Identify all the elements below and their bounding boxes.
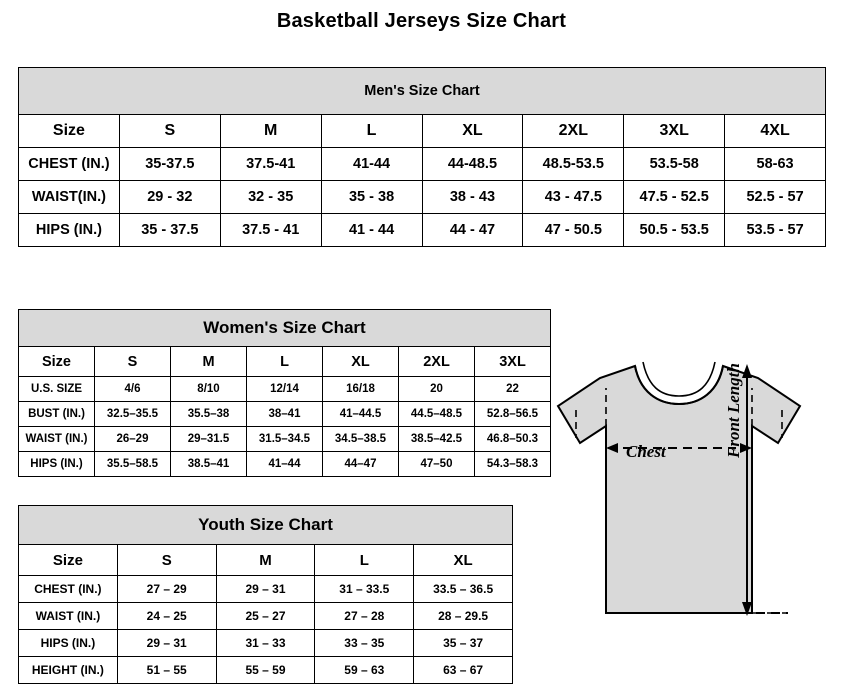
table-row bbox=[19, 148, 826, 181]
cell-waist-s: 29 - 32 bbox=[119, 181, 220, 214]
cell-hips-4xl: 53.5 - 57 bbox=[725, 214, 826, 247]
front-length-label: Front Length bbox=[724, 363, 743, 458]
column-header-3xl: 3XL bbox=[624, 115, 725, 148]
table-column-header-row bbox=[19, 347, 551, 377]
cell-hips-l: 33 – 35 bbox=[315, 630, 414, 657]
mens-table-title: Men's Size Chart bbox=[19, 68, 826, 115]
row-label-hips: HIPS (IN.) bbox=[19, 214, 120, 247]
column-header-3xl: 3XL bbox=[475, 347, 551, 377]
chest-label: Chest bbox=[626, 442, 666, 461]
row-label-waist: WAIST (IN.) bbox=[19, 603, 118, 630]
cell-bust-2xl: 44.5–48.5 bbox=[399, 402, 475, 427]
cell-hips-m: 37.5 - 41 bbox=[220, 214, 321, 247]
table-row bbox=[19, 576, 513, 603]
cell-hips-s: 35 - 37.5 bbox=[119, 214, 220, 247]
table-header-row bbox=[19, 506, 513, 545]
cell-us-size-2xl: 20 bbox=[399, 377, 475, 402]
jersey-shape-svg bbox=[540, 348, 840, 678]
mens-size-chart-table bbox=[18, 67, 826, 247]
cell-hips-2xl: 47 - 50.5 bbox=[523, 214, 624, 247]
womens-size-chart-table bbox=[18, 309, 551, 477]
cell-waist-3xl: 46.8–50.3 bbox=[475, 427, 551, 452]
row-label-hips: HIPS (IN.) bbox=[19, 630, 118, 657]
row-label-chest: CHEST (IN.) bbox=[19, 576, 118, 603]
cell-waist-s: 24 – 25 bbox=[117, 603, 216, 630]
table-row bbox=[19, 402, 551, 427]
table-row bbox=[19, 214, 826, 247]
column-header-m: M bbox=[220, 115, 321, 148]
cell-chest-3xl: 53.5-58 bbox=[624, 148, 725, 181]
cell-height-xl: 63 – 67 bbox=[414, 657, 513, 684]
jersey-collar-inner bbox=[643, 362, 715, 396]
cell-chest-xl: 33.5 – 36.5 bbox=[414, 576, 513, 603]
column-header-xl: XL bbox=[323, 347, 399, 377]
cell-hips-m: 31 – 33 bbox=[216, 630, 315, 657]
cell-hips-xl: 44–47 bbox=[323, 452, 399, 477]
cell-us-size-l: 12/14 bbox=[247, 377, 323, 402]
cell-us-size-m: 8/10 bbox=[171, 377, 247, 402]
cell-hips-3xl: 54.3–58.3 bbox=[475, 452, 551, 477]
cell-waist-l: 35 - 38 bbox=[321, 181, 422, 214]
column-header-size: Size bbox=[19, 347, 95, 377]
cell-waist-s: 26–29 bbox=[95, 427, 171, 452]
table-row bbox=[19, 377, 551, 402]
cell-waist-m: 32 - 35 bbox=[220, 181, 321, 214]
cell-chest-l: 41-44 bbox=[321, 148, 422, 181]
column-header-xl: XL bbox=[414, 545, 513, 576]
cell-hips-2xl: 47–50 bbox=[399, 452, 475, 477]
cell-hips-l: 41 - 44 bbox=[321, 214, 422, 247]
cell-hips-s: 35.5–58.5 bbox=[95, 452, 171, 477]
cell-bust-3xl: 52.8–56.5 bbox=[475, 402, 551, 427]
column-header-s: S bbox=[119, 115, 220, 148]
column-header-s: S bbox=[117, 545, 216, 576]
cell-waist-xl: 28 – 29.5 bbox=[414, 603, 513, 630]
cell-us-size-s: 4/6 bbox=[95, 377, 171, 402]
row-label-bust: BUST (IN.) bbox=[19, 402, 95, 427]
cell-chest-xl: 44-48.5 bbox=[422, 148, 523, 181]
column-header-l: L bbox=[247, 347, 323, 377]
row-label-hips: HIPS (IN.) bbox=[19, 452, 95, 477]
column-header-s: S bbox=[95, 347, 171, 377]
column-header-size: Size bbox=[19, 115, 120, 148]
cell-waist-4xl: 52.5 - 57 bbox=[725, 181, 826, 214]
row-label-waist: WAIST(IN.) bbox=[19, 181, 120, 214]
page-title: Basketball Jerseys Size Chart bbox=[276, 10, 567, 32]
row-label-height: HEIGHT (IN.) bbox=[19, 657, 118, 684]
cell-height-l: 59 – 63 bbox=[315, 657, 414, 684]
column-header-l: L bbox=[315, 545, 414, 576]
cell-chest-4xl: 58-63 bbox=[725, 148, 826, 181]
cell-chest-m: 29 – 31 bbox=[216, 576, 315, 603]
cell-hips-s: 29 – 31 bbox=[117, 630, 216, 657]
row-label-chest: CHEST (IN.) bbox=[19, 148, 120, 181]
cell-hips-3xl: 50.5 - 53.5 bbox=[624, 214, 725, 247]
table-row bbox=[19, 630, 513, 657]
cell-height-m: 55 – 59 bbox=[216, 657, 315, 684]
cell-bust-xl: 41–44.5 bbox=[323, 402, 399, 427]
column-header-l: L bbox=[321, 115, 422, 148]
cell-chest-m: 37.5-41 bbox=[220, 148, 321, 181]
table-row bbox=[19, 657, 513, 684]
cell-waist-l: 27 – 28 bbox=[315, 603, 414, 630]
cell-hips-xl: 35 – 37 bbox=[414, 630, 513, 657]
table-column-header-row bbox=[19, 545, 513, 576]
cell-waist-2xl: 38.5–42.5 bbox=[399, 427, 475, 452]
womens-table-title: Women's Size Chart bbox=[19, 310, 551, 347]
cell-chest-s: 27 – 29 bbox=[117, 576, 216, 603]
cell-waist-xl: 38 - 43 bbox=[422, 181, 523, 214]
cell-waist-xl: 34.5–38.5 bbox=[323, 427, 399, 452]
cell-us-size-3xl: 22 bbox=[475, 377, 551, 402]
table-header-row bbox=[19, 310, 551, 347]
cell-hips-l: 41–44 bbox=[247, 452, 323, 477]
cell-chest-l: 31 – 33.5 bbox=[315, 576, 414, 603]
cell-us-size-xl: 16/18 bbox=[323, 377, 399, 402]
table-row bbox=[19, 452, 551, 477]
table-row bbox=[19, 603, 513, 630]
table-row bbox=[19, 181, 826, 214]
cell-waist-l: 31.5–34.5 bbox=[247, 427, 323, 452]
cell-waist-3xl: 47.5 - 52.5 bbox=[624, 181, 725, 214]
column-header-2xl: 2XL bbox=[523, 115, 624, 148]
cell-waist-2xl: 43 - 47.5 bbox=[523, 181, 624, 214]
youth-size-chart-table bbox=[18, 505, 513, 684]
cell-bust-l: 38–41 bbox=[247, 402, 323, 427]
table-row bbox=[19, 427, 551, 452]
cell-waist-m: 25 – 27 bbox=[216, 603, 315, 630]
jersey-measurement-diagram bbox=[540, 348, 840, 678]
row-label-waist: WAIST (IN.) bbox=[19, 427, 95, 452]
cell-chest-s: 35-37.5 bbox=[119, 148, 220, 181]
cell-waist-m: 29–31.5 bbox=[171, 427, 247, 452]
cell-hips-xl: 44 - 47 bbox=[422, 214, 523, 247]
column-header-2xl: 2XL bbox=[399, 347, 475, 377]
youth-table-title: Youth Size Chart bbox=[19, 506, 513, 545]
table-header-row bbox=[19, 68, 826, 115]
cell-height-s: 51 – 55 bbox=[117, 657, 216, 684]
column-header-m: M bbox=[171, 347, 247, 377]
column-header-m: M bbox=[216, 545, 315, 576]
cell-bust-s: 32.5–35.5 bbox=[95, 402, 171, 427]
row-label-us-size: U.S. SIZE bbox=[19, 377, 95, 402]
column-header-xl: XL bbox=[422, 115, 523, 148]
cell-chest-2xl: 48.5-53.5 bbox=[523, 148, 624, 181]
table-column-header-row bbox=[19, 115, 826, 148]
column-header-size: Size bbox=[19, 545, 118, 576]
cell-hips-m: 38.5–41 bbox=[171, 452, 247, 477]
column-header-4xl: 4XL bbox=[725, 115, 826, 148]
cell-bust-m: 35.5–38 bbox=[171, 402, 247, 427]
